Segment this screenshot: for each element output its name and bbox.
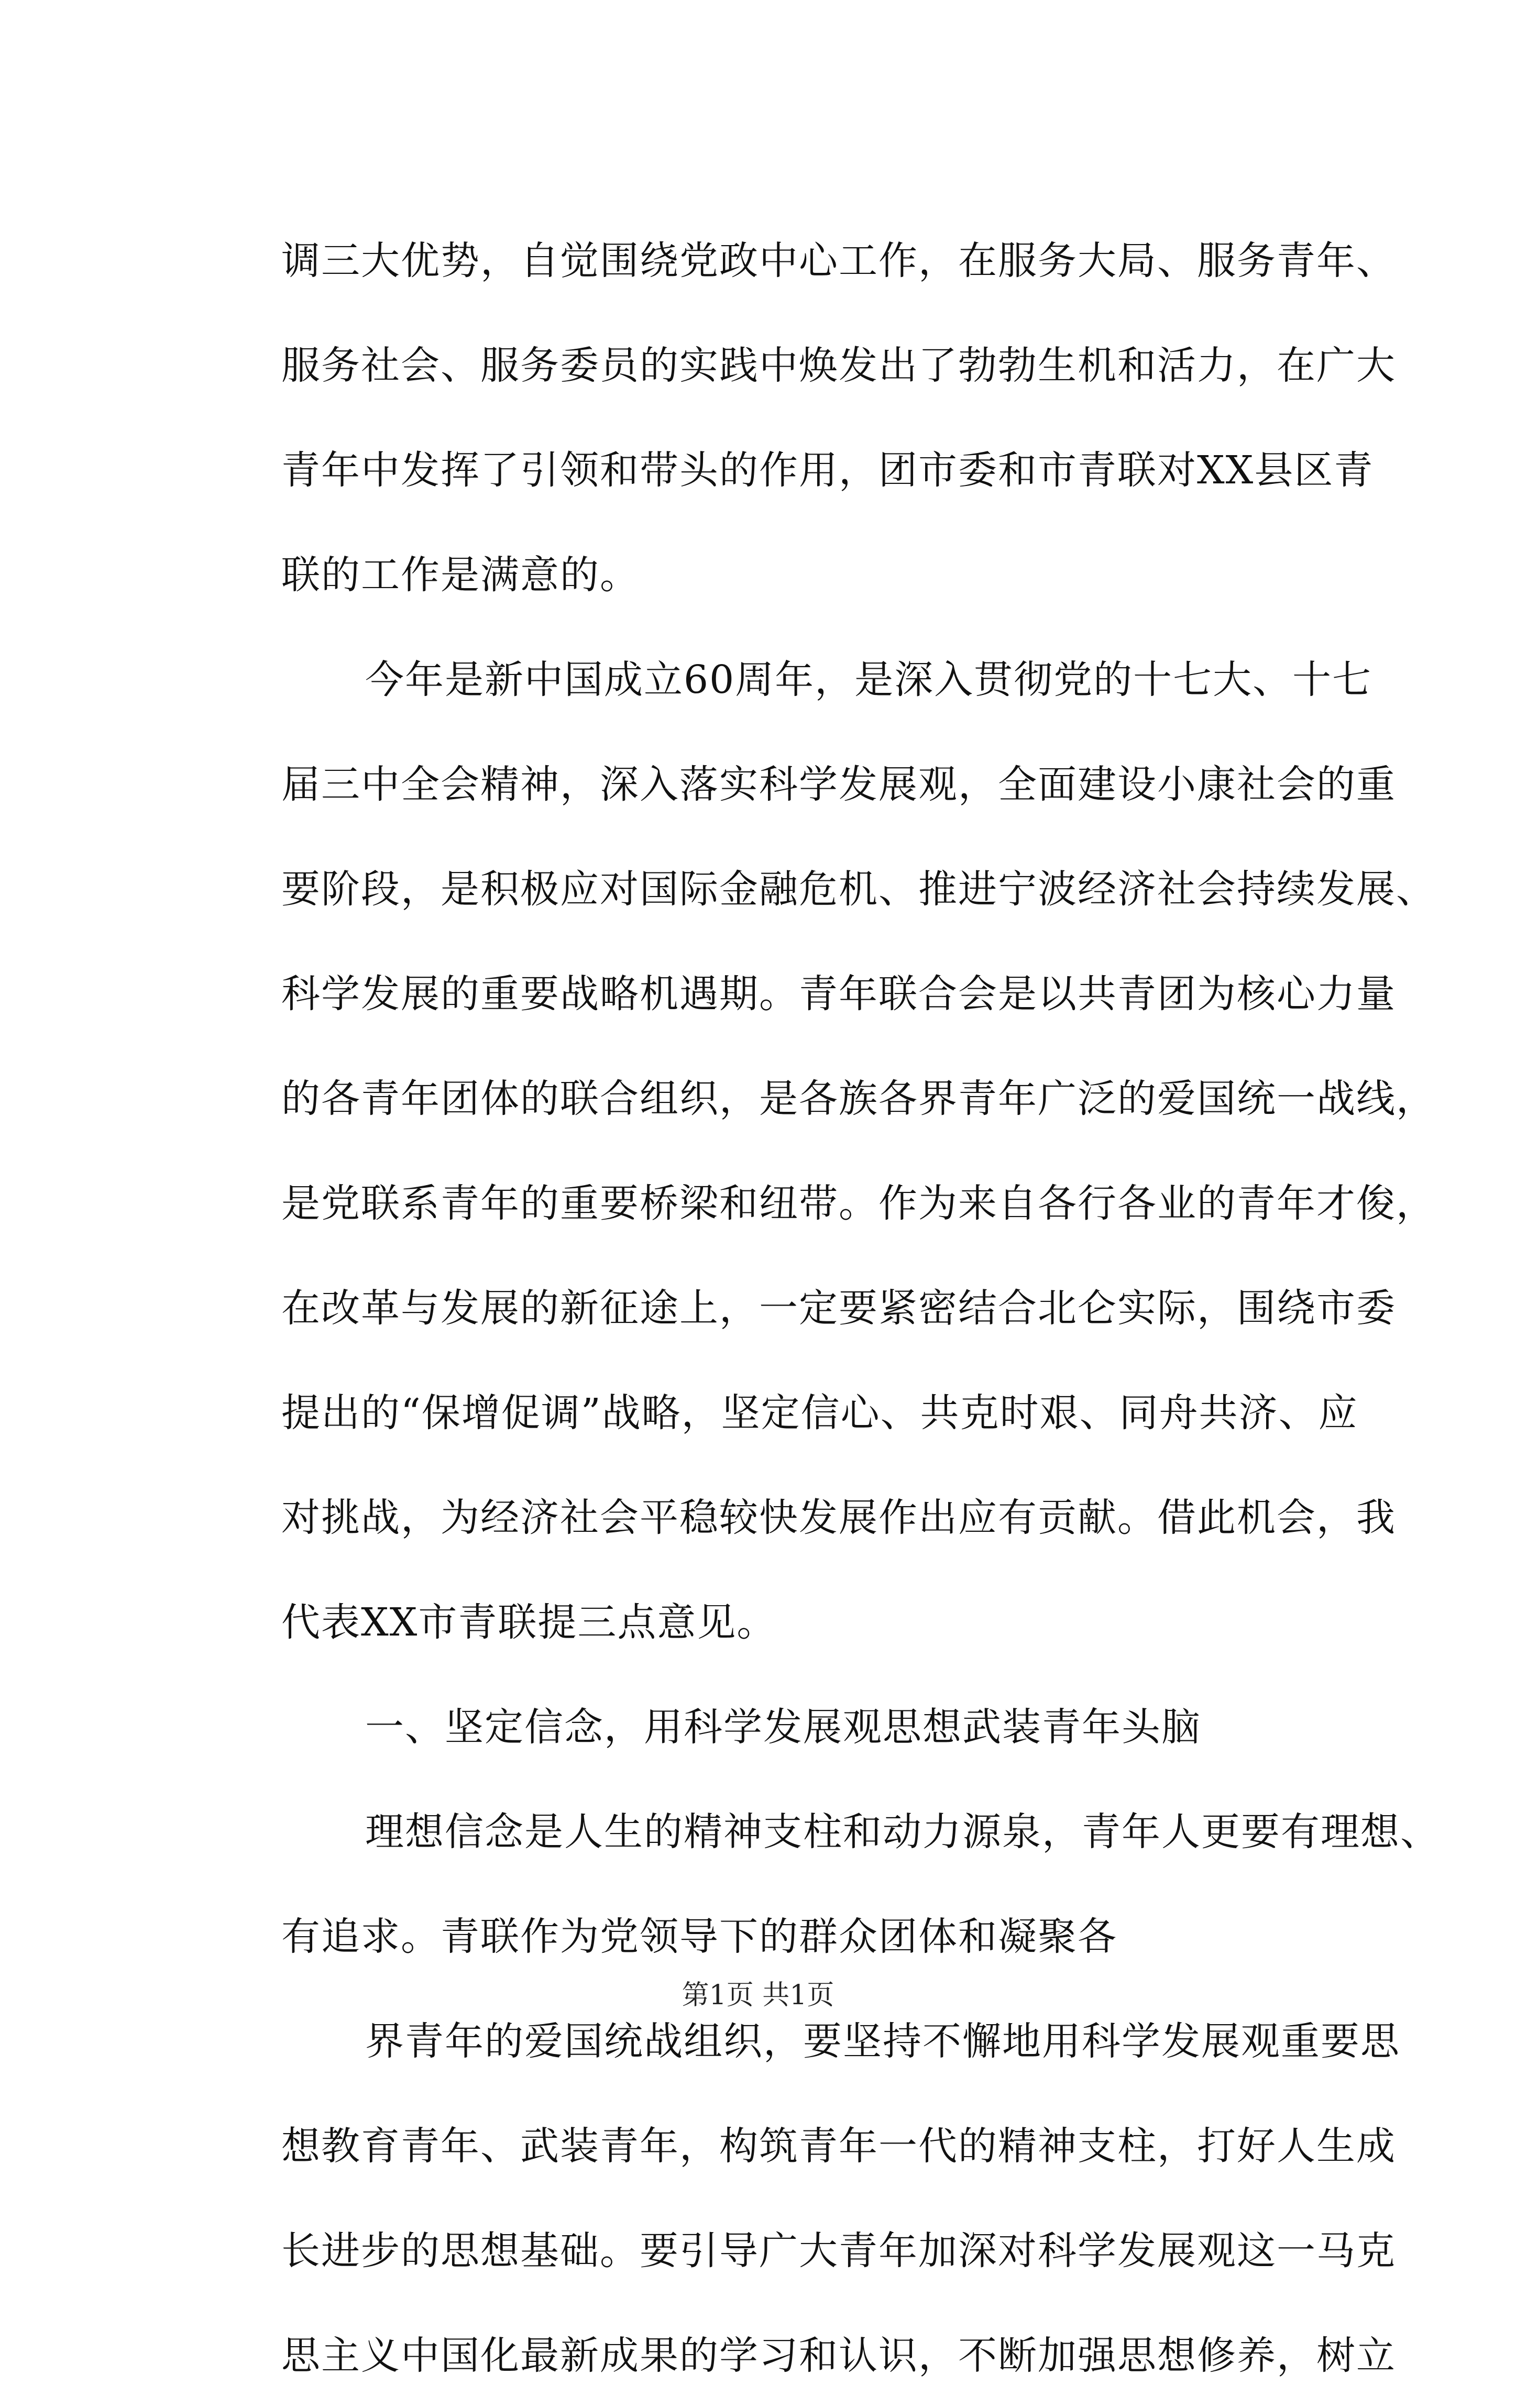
text-line: 长进步的思想基础。要引导广大青年加深对科学发展观这一马克 (281, 2228, 1396, 2273)
text-line: 联的工作是满意的。 (281, 553, 640, 598)
text-line: 的各青年团体的联合组织，是各族各界青年广泛的爱国统一战线， (281, 1076, 1436, 1121)
page-number: 第1页 共1页 (682, 1980, 834, 2011)
text-line: 有追求。青联作为党领导下的群众团体和凝聚各 (281, 1914, 1117, 1959)
section-heading: 一、坚定信念，用科学发展观思想武装青年头脑 (365, 1705, 1201, 1750)
text-line: 思主义中国化最新成果的学习和认识，不断加强思想修养，树立 (281, 2333, 1396, 2378)
text-line: 青年中发挥了引领和带头的作用，团市委和市青联对XX县区青 (281, 448, 1374, 493)
text-line: 服务社会、服务委员的实践中焕发出了勃勃生机和活力，在广大 (281, 343, 1396, 388)
text-line: 要阶段，是积极应对国际金融危机、推进宁波经济社会持续发展、 (281, 867, 1436, 912)
text-line: 届三中全会精神，深入落实科学发展观，全面建设小康社会的重 (281, 762, 1396, 807)
text-line: 是党联系青年的重要桥梁和纽带。作为来自各行各业的青年才俊， (281, 1181, 1436, 1226)
paragraph-start-line: 界青年的爱国统战组织，要坚持不懈地用科学发展观重要思 (365, 2019, 1400, 2064)
document-body (281, 208, 1440, 2408)
text-line: 对挑战，为经济社会平稳较快发展作出应有贡献。借此机会，我 (281, 1495, 1396, 1540)
text-line: 想教育青年、武装青年，构筑青年一代的精神支柱，打好人生成 (281, 2124, 1396, 2169)
paragraph-start-line: 理想信念是人生的精神支柱和动力源泉，青年人更要有理想、 (365, 1809, 1440, 1854)
text-line: 代表XX市青联提三点意见。 (281, 1600, 777, 1645)
text-line: 提出的“保增促调”战略，坚定信心、共克时艰、同舟共济、应 (281, 1390, 1358, 1435)
text-line: 科学发展的重要战略机遇期。青年联合会是以共青团为核心力量 (281, 971, 1396, 1017)
text-line: 调三大优势，自觉围绕党政中心工作，在服务大局、服务青年、 (281, 238, 1396, 283)
text-line: 在改革与发展的新征途上，一定要紧密结合北仑实际，围绕市委 (281, 1286, 1396, 1331)
paragraph-start-line: 今年是新中国成立60周年，是深入贯彻党的十七大、十七 (365, 657, 1372, 702)
page-footer (0, 1974, 1516, 2016)
